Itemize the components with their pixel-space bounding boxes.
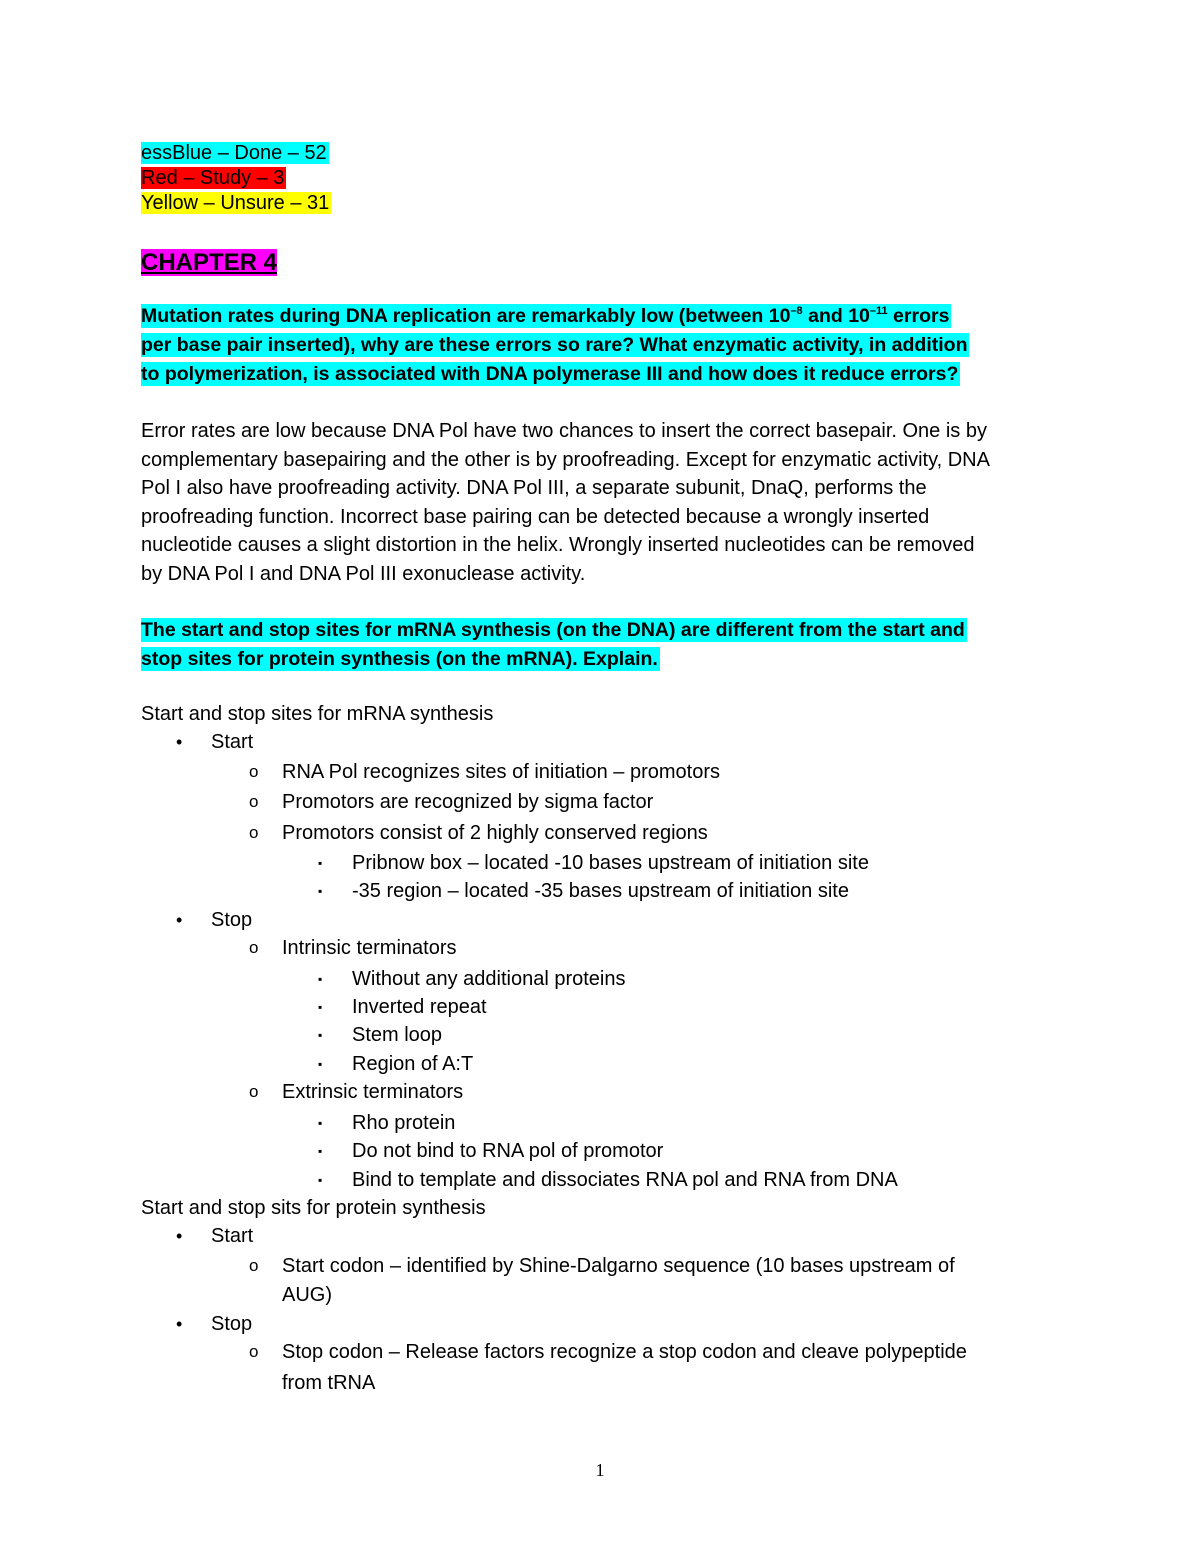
bullet-square: ▪ bbox=[318, 1057, 323, 1071]
bullet-square: ▪ bbox=[318, 856, 323, 870]
bullet-square: ▪ bbox=[318, 1173, 323, 1187]
bullet-circle: o bbox=[249, 1342, 259, 1361]
list-item-text: Extrinsic terminators bbox=[282, 1081, 464, 1103]
answer-1-line: Pol I also have proofreading activity. DNA Pol III, a separate subunit, DnaQ, performs the bbox=[141, 477, 927, 499]
answer-1-line: by DNA Pol I and DNA Pol III exonuclease activity. bbox=[141, 562, 586, 585]
bullet-circle: o bbox=[249, 1256, 259, 1275]
legend-red: Red – Study – 3 bbox=[141, 167, 285, 189]
list-item-text: Inverted repeat bbox=[352, 996, 487, 1018]
chapter-title: CHAPTER 4 bbox=[141, 249, 278, 276]
q1-line-3: to polymerization, is associated with DNA polymerase III and how does it reduce errors? bbox=[141, 363, 959, 385]
list-item-text: -35 region – located -35 bases upstream of initiation site bbox=[352, 880, 849, 902]
list-item-text: Start codon – identified by Shine-Dalgarno sequence (10 bases upstream of bbox=[282, 1255, 955, 1277]
bullet-square: ▪ bbox=[318, 884, 323, 898]
list-item-text: Promotors are recognized by sigma factor bbox=[282, 791, 654, 813]
list-item-continuation: AUG) bbox=[282, 1284, 332, 1306]
list-item-text: Start bbox=[211, 731, 254, 753]
bullet-square: ▪ bbox=[318, 972, 323, 986]
list-item-text: Stop bbox=[211, 1313, 253, 1335]
legend-blue: essBlue – Done – 52 bbox=[141, 142, 327, 164]
q1-exponent-1: –8 bbox=[790, 305, 803, 317]
answer-1-line: complementary basepairing and the other is by proofreading. Except for enzymatic activity, DNA bbox=[141, 448, 990, 471]
list-item-text: Stop codon – Release factors recognize a stop codon and cleave polypeptide bbox=[282, 1341, 967, 1363]
list-item-text: Bind to template and dissociates RNA pol and RNA from DNA bbox=[352, 1169, 898, 1191]
q1-line-2: per base pair inserted), why are these errors so rare? What enzymatic activity, in addition bbox=[141, 334, 968, 356]
list-item-continuation: from tRNA bbox=[282, 1372, 376, 1394]
bullet-circle: o bbox=[249, 792, 259, 811]
bullet-square: ▪ bbox=[318, 1000, 323, 1014]
bullet-square: ▪ bbox=[318, 1116, 323, 1130]
q1-exponent-2: –11 bbox=[869, 305, 888, 317]
bullet-filled: • bbox=[176, 910, 183, 930]
q1-text-a: Mutation rates during DNA replication are remarkably low (between 10 bbox=[141, 305, 791, 327]
bullet-circle: o bbox=[249, 762, 259, 781]
outline-heading-mrna: Start and stop sites for mRNA synthesis bbox=[141, 703, 494, 725]
answer-1-line: proofreading function. Incorrect base pairing can be detected because a wrongly inserted bbox=[141, 505, 930, 528]
list-item-text: Pribnow box – located -10 bases upstream of initiation site bbox=[352, 852, 869, 874]
answer-1 bbox=[141, 417, 1081, 588]
q1-text-b: and 10 bbox=[802, 305, 870, 327]
list-item-text: Rho protein bbox=[352, 1112, 456, 1134]
legend-yellow: Yellow – Unsure – 31 bbox=[141, 192, 330, 214]
bullet-square: ▪ bbox=[318, 1144, 323, 1158]
question-2 bbox=[141, 616, 1081, 674]
list-item-text: Without any additional proteins bbox=[352, 968, 626, 990]
question-1 bbox=[141, 302, 1081, 389]
answer-1-line: Error rates are low because DNA Pol have two chances to insert the correct basepair. One is by bbox=[141, 420, 987, 442]
bullet-filled: • bbox=[176, 1226, 183, 1246]
list-item-text: RNA Pol recognizes sites of initiation – promotors bbox=[282, 761, 720, 783]
color-legend bbox=[141, 141, 331, 216]
q1-line-1 bbox=[141, 304, 951, 328]
bullet-circle: o bbox=[249, 823, 259, 842]
chapter-heading bbox=[141, 248, 277, 278]
list-item-text: Stem loop bbox=[352, 1024, 443, 1046]
list-item-text: Region of A:T bbox=[352, 1053, 474, 1075]
list-item-text: Intrinsic terminators bbox=[282, 937, 457, 959]
answer-1-line: nucleotide causes a slight distortion in the helix. Wrongly inserted nucleotides can be removed bbox=[141, 534, 975, 556]
list-item-text: Start bbox=[211, 1225, 254, 1247]
bullet-square: ▪ bbox=[318, 1028, 323, 1042]
q2-line-2: stop sites for protein synthesis (on the mRNA). Explain. bbox=[141, 648, 658, 670]
q1-text-c: errors bbox=[887, 305, 950, 327]
outline-heading-protein: Start and stop sits for protein synthesis bbox=[141, 1197, 486, 1219]
list-item-text: Promotors consist of 2 highly conserved regions bbox=[282, 822, 708, 844]
page-number: 1 bbox=[595, 1460, 605, 1480]
list-item-text: Do not bind to RNA pol of promotor bbox=[352, 1140, 664, 1162]
bullet-circle: o bbox=[249, 938, 259, 957]
q2-line-1: The start and stop sites for mRNA synthesis (on the DNA) are different from the start and bbox=[141, 619, 965, 641]
list-item-text: Stop bbox=[211, 909, 253, 931]
bullet-filled: • bbox=[176, 732, 183, 752]
bullet-filled: • bbox=[176, 1314, 183, 1334]
bullet-circle: o bbox=[249, 1082, 259, 1101]
